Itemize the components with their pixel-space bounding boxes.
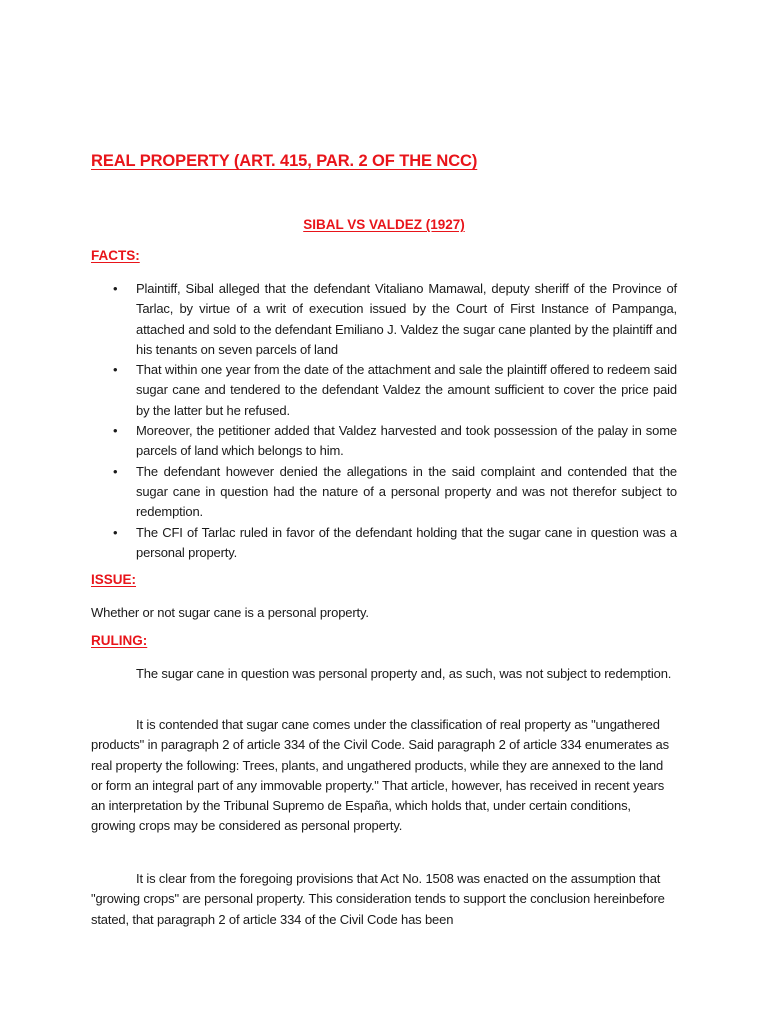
ruling-heading: RULING: (91, 633, 148, 648)
fact-item (91, 462, 677, 523)
facts-list (91, 279, 677, 563)
document-title: REAL PROPERTY (ART. 415, PAR. 2 OF THE NCC) (91, 152, 478, 170)
issue-text: Whether or not sugar cane is a personal property. (91, 605, 369, 620)
ruling-paragraph: The sugar cane in question was personal property and, as such, was not subject to redemption. (136, 666, 672, 681)
fact-text: Plaintiff, Sibal alleged that the defendant Vitaliano Mamawal, deputy sheriff of the Province of Tarlac, by virtue of a writ of execution issued by the Court of First Instance of Pampanga, attached and sold to the defendant Emiliano J. Valdez the sugar cane planted by the plaintiff and his tenants on seven parcels of land (136, 281, 677, 357)
fact-item (91, 523, 677, 564)
bullet-icon: • (113, 524, 118, 540)
fact-text: The CFI of Tarlac ruled in favor of the defendant holding that the sugar cane in question was a personal property. (136, 524, 677, 560)
fact-item (91, 421, 677, 462)
fact-item (91, 279, 677, 360)
ruling-paragraph: It is contended that sugar cane comes under the classification of real property as "ungathered products" in paragraph 2 of article 334 of the Civil Code. Said paragraph 2 of article 334 enumerates as real property the following: Trees, plants, and ungathered products, while they are annexed to the land or form an integral part of any immovable property." That article, however, has received in recent years an interpretation by the Tribunal Supremo de España, which holds that, under certain conditions, growing crops may be considered as personal property. (91, 717, 669, 834)
bullet-icon: • (113, 362, 118, 378)
case-title: SIBAL VS VALDEZ (1927) (303, 217, 465, 232)
fact-text: Moreover, the petitioner added that Valdez harvested and took possession of the palay in some parcels of land which belongs to him. (136, 423, 677, 459)
fact-item (91, 360, 677, 421)
bullet-icon: • (113, 423, 118, 439)
bullet-icon: • (113, 281, 118, 296)
issue-heading: ISSUE: (91, 572, 137, 587)
fact-text: The defendant however denied the allegations in the said complaint and contended that the sugar cane in question had the nature of a personal property and was not therefor subject to redemption. (136, 463, 677, 520)
fact-text: That within one year from the date of the attachment and sale the plaintiff offered to redeem said sugar cane and tendered to the defendant Valdez the amount sufficient to cover the price paid by the latter but he refused. (136, 362, 677, 418)
document-page (91, 0, 677, 1024)
ruling-paragraph: It is clear from the foregoing provisions that Act No. 1508 was enacted on the assumption that "growing crops" are personal property. This consideration tends to support the conclusion hereinbefore stated, that paragraph 2 of article 334 of the Civil Code has been (91, 871, 665, 927)
bullet-icon: • (113, 463, 118, 479)
facts-heading: FACTS: (91, 248, 140, 263)
